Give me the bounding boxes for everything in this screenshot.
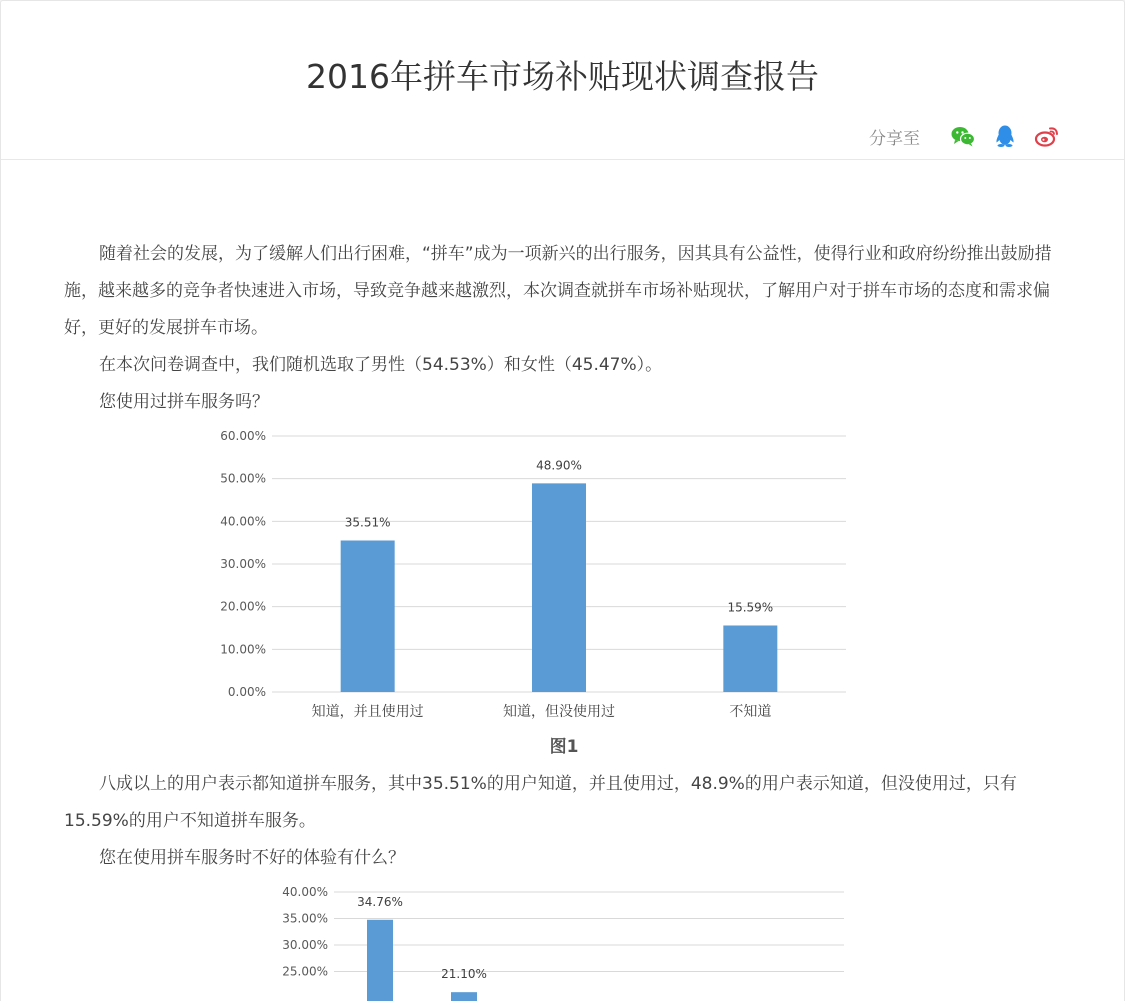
y-tick-label: 10.00% [220,642,266,657]
bar [367,920,393,1001]
y-tick-label: 60.00% [220,429,266,443]
question-2: 您在使用拼车服务时不好的体验有什么？ [99,848,405,868]
weibo-icon[interactable] [1034,123,1060,149]
figure-1-caption: 图1 [549,737,579,757]
share-label: 分享至 [869,128,920,149]
bar [723,625,777,692]
report-header [1,1,1124,160]
intro-paragraph: 随着社会的发展，为了缓解人们出行困难，“拼车”成为一项新兴的出行服务，因其具有公益性，使得行业和政府纷纷推出鼓励措施，越来越多的竞争者快速进入市场，导致竞争越来越激烈，本次调查就拼车市场补贴现状，了解用户对于拼车市场的态度和需求偏好，更好的发展拼车市场。 [64,244,1052,338]
q1-summary-paragraph: 八成以上的用户表示都知道拼车服务，其中35.51%的用户知道，并且使用过，48.9%的用户表示知道，但没使用过，只有15.59%的用户不知道拼车服务。 [64,774,1017,831]
y-tick-label: 50.00% [220,471,266,486]
y-tick-label: 25.00% [282,964,328,979]
bar [341,540,395,692]
y-tick-label: 40.00% [282,885,328,899]
x-tick-label: 知道，但没使用过 [503,704,615,720]
data-label: 35.51% [344,515,391,530]
bar [532,483,586,692]
data-label: 48.90% [536,458,582,473]
report-content [64,236,1064,1001]
chart-1 [64,421,1064,731]
data-label: 34.76% [357,894,403,909]
qq-icon[interactable] [992,123,1018,149]
data-label: 15.59% [727,600,774,615]
y-tick-label: 20.00% [220,599,266,614]
chart-2 [64,877,1064,1001]
chart-1-container [64,421,1064,736]
y-tick-label: 30.00% [282,938,328,952]
y-tick-label: 35.00% [282,911,328,926]
y-tick-label: 40.00% [220,514,266,529]
x-tick-label: 不知道 [729,704,772,720]
data-label: 21.10% [441,967,487,982]
chart-2-container [64,877,1064,1001]
x-tick-label: 知道，并且使用过 [311,704,424,720]
y-tick-label: 30.00% [220,557,266,571]
wechat-icon[interactable] [950,123,976,149]
page-title: 2016年拼车市场补贴现状调查报告 [306,57,819,96]
share-bar [869,123,1060,149]
y-tick-label: 0.00% [227,685,266,699]
question-1: 您使用过拼车服务吗？ [99,392,269,412]
sample-paragraph: 在本次问卷调查中，我们随机选取了男性（54.53%）和女性（45.47%）。 [99,355,663,375]
